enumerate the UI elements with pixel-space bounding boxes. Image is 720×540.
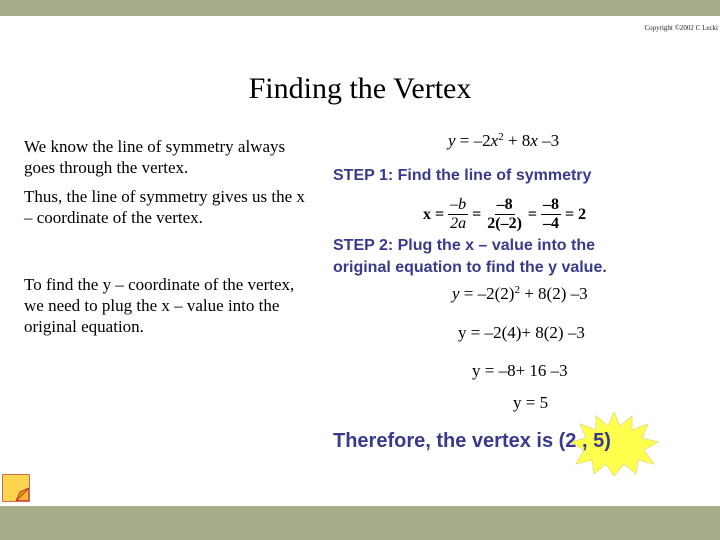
left-paragraph-1: We know the line of symmetry always goes through the vertex. bbox=[24, 137, 286, 177]
sym-lhs: x = bbox=[423, 205, 445, 223]
bottom-bar bbox=[0, 506, 720, 540]
calc-line-3: y = –8+ 16 –3 bbox=[472, 361, 568, 380]
fraction-neg-b-over-2a: $\frac{-b}{2a}$ bbox=[450, 196, 467, 232]
page-curl-icon bbox=[2, 474, 30, 502]
step-2-heading: STEP 2: Plug the x – value into the original equation to find the y value. bbox=[333, 237, 607, 276]
original-equation: $y = -2x^2 + 8x$ –3 bbox=[448, 131, 560, 150]
left-paragraph-3: To find the y – coordinate of the vertex, we need to plug the x – value into the original equation. bbox=[24, 275, 295, 336]
sym-result: = 2 bbox=[565, 205, 587, 223]
symmetry-formula: x = $\frac{-b}{2a}$ = $\frac{-8}{2(-2)}$ = $\frac{-8}{-4}$ = 2 bbox=[423, 196, 587, 232]
top-bar bbox=[0, 0, 720, 16]
calc-line-2: y = –2(4)+ 8(2) –3 bbox=[458, 323, 585, 342]
fraction-simplified: $\frac{-8}{-4}$ bbox=[543, 196, 560, 232]
fraction-substituted: $\frac{-8}{2(-2)}$ bbox=[487, 196, 522, 232]
copyright-notice: Copyright ©2002 C Lecki bbox=[644, 24, 718, 32]
calc-line-1: $y = -2(2)^2 + 8(2)$ –3 bbox=[452, 284, 588, 303]
page-title: Finding the Vertex bbox=[248, 72, 472, 105]
final-answer: Therefore, the vertex is (2 , 5) bbox=[333, 430, 611, 452]
calc-line-4: y = 5 bbox=[513, 393, 549, 412]
step-1-heading: STEP 1: Find the line of symmetry bbox=[333, 167, 592, 184]
left-paragraph-2: Thus, the line of symmetry gives us the x – coordinate of the vertex. bbox=[24, 187, 305, 227]
